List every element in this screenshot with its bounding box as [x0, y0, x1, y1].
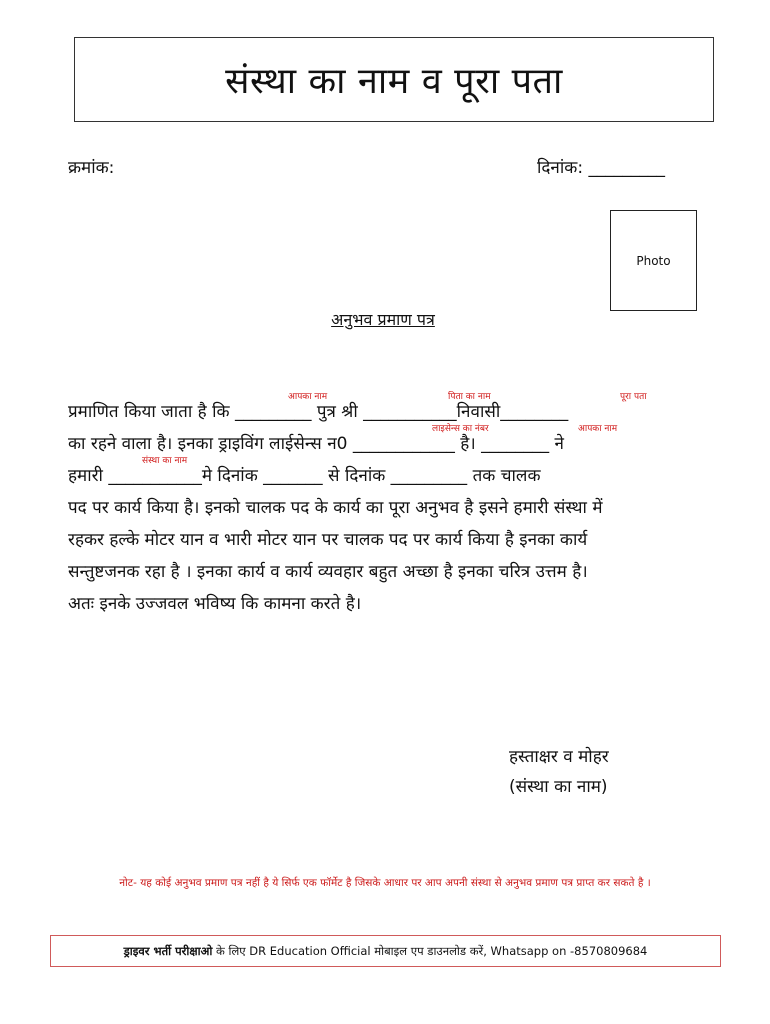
body-line-4 [68, 492, 708, 524]
hint-license-number: लाइसेन्स का नंबर [432, 424, 489, 434]
body-line-6 [68, 556, 708, 588]
body-line-text: प्रमाणित किया जाता है कि _________ पुत्र श्री ___________निवासी________ [68, 402, 569, 422]
document-title [0, 308, 770, 330]
body-line-text: पद पर कार्य किया है। इनको चालक पद के कार्य का पूरा अनुभव है इसने हमारी संस्था में [68, 498, 603, 518]
body-line-text: सन्तुष्टजनक रहा है । इनका कार्य व कार्य व्यवहार बहुत अच्छा है इनका चरित्र उत्तम है। [68, 562, 588, 582]
hint-father-name: पिता का नाम [448, 392, 491, 402]
body-line-3 [68, 456, 708, 492]
hint-your-name: आपका नाम [288, 392, 328, 402]
signature-seal-label: हस्ताक्षर व मोहर [509, 747, 609, 767]
body-line-text: का रहने वाला है। इनका ड्राइविंग लाईसेन्स न0 ____________ है। ________ ने [68, 434, 564, 454]
hint-full-address: पूरा पता [620, 392, 647, 402]
footer-bold-text: ड्राइवर भर्ती परीक्षाओ [123, 943, 213, 958]
disclaimer-note: नोट- यह कोई अनुभव प्रमाण पत्र नहीं है ये सिर्फ एक फॉर्मेट है जिसके आधार पर आप अपनी संस्था से अनुभव प्रमाण पत्र प्राप्त कर सकते है । [119, 877, 651, 889]
hint-your-name-2: आपका नाम [578, 424, 618, 434]
body-line-text: रहकर हल्के मोटर यान व भारी मोटर यान पर चालक पद पर कार्य किया है इनका कार्य [68, 530, 588, 550]
certificate-body [68, 392, 708, 620]
body-line-text: अतः इनके उज्जवल भविष्य कि कामना करते है। [68, 594, 362, 614]
date-label: दिनांक: _________ [537, 158, 665, 178]
photo-placeholder [610, 210, 697, 311]
body-line-text: हमारी ___________मे दिनांक _______ से दिनांक _________ तक चालक [68, 466, 541, 486]
institution-header-title: संस्था का नाम व पूरा पता [225, 61, 563, 102]
body-line-5 [68, 524, 708, 556]
signature-institution-label: (संस्था का नाम) [509, 777, 608, 797]
document-title-text: अनुभव प्रमाण पत्र [331, 310, 435, 329]
serial-number-label: क्रमांक: [68, 158, 115, 178]
footer-rest-text: के लिए DR Education Official मोबाइल एप डाउनलोड करें, Whatsapp on -8570809684 [212, 943, 648, 958]
signature-block [509, 742, 609, 802]
header-box [74, 37, 714, 122]
photo-label: Photo [636, 253, 671, 268]
body-line-7 [68, 588, 708, 620]
hint-institution-name: संस्था का नाम [142, 456, 188, 466]
footer-banner [50, 935, 721, 967]
